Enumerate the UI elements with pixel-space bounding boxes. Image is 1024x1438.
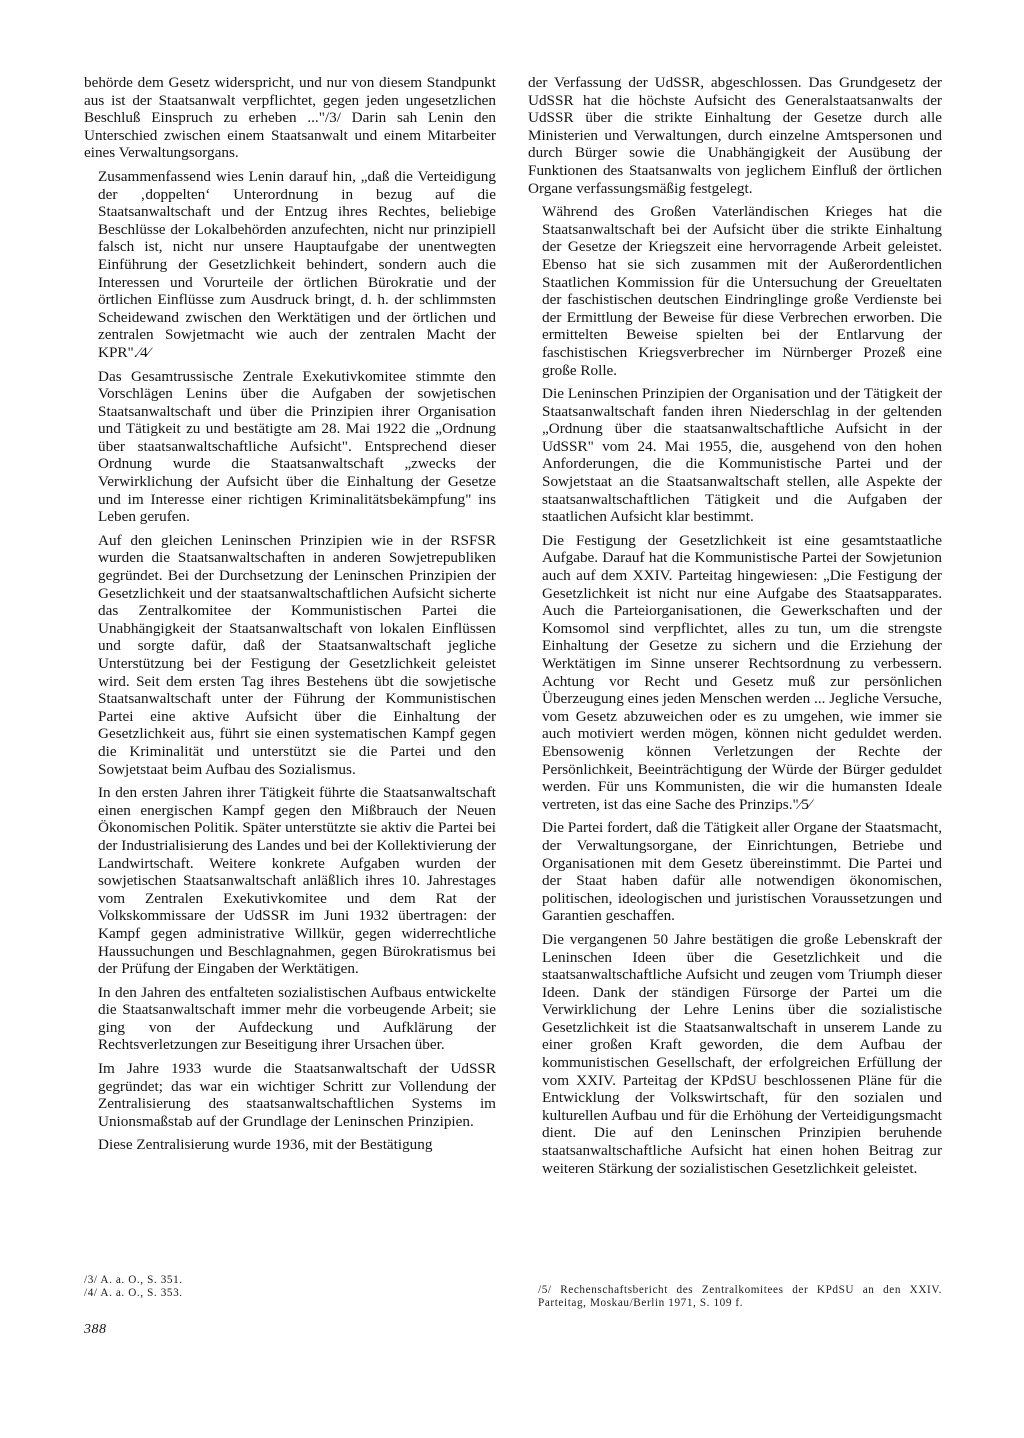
paragraph: Die vergangenen 50 Jahre bestätigen die große Lebenskraft der Leninschen Ideen über die Gesetzlichkeit und die staatsanwaltschaftliche Aufsicht und zeugen vom Triumph dieser Ideen. Dank der ständigen Fürsorge der Partei um die Verwirklichung der Lehre Lenins über die sozialistische Gesetzlichkeit ist die Staatsanwaltschaft in unserem Lande zu einer großen Kraft geworden, die dem Aufbau der kommunistischen Gesellschaft, der erfolgreichen Erfüllung der vom XXIV. Parteitag der KPdSU beschlossenen Pläne für die Entwicklung der Volkswirtschaft, für den sozialen und kulturellen Aufbau und für die Erhöhung der Verteidigungsmacht dient. Die auf den Leninschen Prinzipien beruhende staatsanwaltschaftliche Aufsicht hat einen hohen Beitrag zur weiteren Stärkung der sozialistischen Gesetzlichkeit geleistet. — [542, 930, 942, 1177]
paragraph: In den Jahren des entfalteten sozialistischen Aufbaus entwickelte die Staatsanwaltschaft immer mehr die vorbeugende Arbeit; sie ging von der Aufdeckung und Aufklärung der Rechtsverletzungen zur Beseitigung ihrer Ursachen über. — [98, 983, 496, 1054]
paragraph: der Verfassung der UdSSR, abgeschlossen. Das Grundgesetz der UdSSR hat die höchste Aufsicht des Generalstaatsanwalts der UdSSR über die strikte Einhaltung der Gesetze durch alle Ministerien und Verwaltungen, durch einzelne Amtspersonen und durch Bürger sowie die Unabhängigkeit der Ausübung der Funktionen des Staatsanwalts von jeglichem Einfluß der örtlichen Organe verfassungsmäßig festgelegt. — [528, 74, 942, 197]
paragraph: Die Leninschen Prinzipien der Organisation und der Tätigkeit der Staatsanwaltschaft fanden ihren Niederschlag in der geltenden „Ordnung über die staatsanwaltschaftliche Aufsicht in der UdSSR" vom 24. Mai 1955, die, ausgehend von den hohen Anforderungen, die die Kommunistische Partei und der Sowjetstaat an die Staatsanwaltschaft stellen, alle Aspekte der staatsanwaltschaftlichen Tätigkeit und die Aufgaben der staatlichen Aufsicht klar bestimmt. — [542, 385, 942, 526]
right-column — [528, 74, 942, 1183]
footnote: /4/ A. a. O., S. 353. — [84, 1287, 183, 1300]
footnote: /5/ Rechenschaftsbericht des Zentralkomitees der KPdSU an den XXIV. Parteitag, Moskau/Berlin 1971, S. 109 f. — [538, 1284, 942, 1310]
paragraph: Das Gesamtrussische Zentrale Exekutivkomitee stimmte den Vorschlägen Lenins über die Aufgaben der sowjetischen Staatsanwaltschaft und über die Prinzipien ihrer Organisation und Tätigkeit zu und bestätigte am 28. Mai 1922 die „Ordnung über staatsanwaltschaftliche Aufsicht". Entsprechend dieser Ordnung wurde die Staatsanwaltschaft „zwecks der Verwirklichung der Aufsicht über die Einhaltung der Gesetze und im Interesse einer richtigen Kriminalitätsbekämpfung" ins Leben gerufen. — [98, 367, 496, 526]
left-column — [84, 74, 496, 1160]
page-number: 388 — [84, 1322, 107, 1337]
footnotes-left — [84, 1274, 384, 1301]
footnote: /3/ A. a. O., S. 351. — [84, 1274, 183, 1286]
paragraph: Die Festigung der Gesetzlichkeit ist eine gesamtstaatliche Aufgabe. Darauf hat die Kommunistische Partei der Sowjetunion auch auf dem XXIV. Parteitag hingewiesen: „Die Festigung der Gesetzlichkeit ist nicht nur eine Aufgabe des Staatsapparates. Auch die Parteiorganisationen, die Gewerkschaften und der Komsomol sind verpflichtet, alles zu tun, um die strengste Einhaltung der Gesetze zu sichern und die Erziehung der Werktätigen im Sinne unserer Rechtsordnung zu verbessern. Achtung vor Recht und Gesetz muß zur persönlichen Überzeugung eines jeden Menschen werden ... Jegliche Versuche, vom Gesetz abzuweichen oder es zu umgehen, wie immer sie auch motiviert werden mögen, können nicht geduldet werden. Ebensowenig können Verletzungen der Rechte der Persönlichkeit, Beeinträchtigung der Würde der Bürger geduldet werden. Für uns Kommunisten, die wir die humansten Ideale vertreten, ist das eine Sache des Prinzips."⁄5⁄ — [542, 531, 942, 813]
paragraph: Im Jahre 1933 wurde die Staatsanwaltschaft der UdSSR gegründet; das war ein wichtiger Schritt zur Vollendung der Zentralisierung des staatsanwaltschaftlichen Systems im Unionsmaßstab auf der Grundlage der Leninschen Prinzipien. — [98, 1060, 496, 1130]
paragraph: behörde dem Gesetz widerspricht, und nur von diesem Standpunkt aus ist der Staatsanwalt verpflichtet, gegen jeden ungesetzlichen Beschluß Einspruch zu erheben ..."/3/ Darin sah Lenin den Unterschied zwischen einem Staatsanwalt und einem Mitarbeiter eines Verwaltungsorgans. — [84, 74, 496, 162]
footnotes-right — [538, 1284, 942, 1311]
paragraph: In den ersten Jahren ihrer Tätigkeit führte die Staatsanwaltschaft einen energischen Kampf gegen den Mißbrauch der Neuen Ökonomischen Politik. Später unterstützte sie aktiv die Partei bei der Industrialisierung des Landes und bei der Kollektivierung der Landwirtschaft. Weitere konkrete Aufgaben wurden der sowjetischen Staatsanwaltschaft anläßlich ihres 10. Jahrestages vom Zentralen Exekutivkomitee und dem Rat der Volkskommissare der UdSSR im Juni 1932 übertragen: der Kampf gegen administrative Willkür, gegen widerrechtliche Haussuchungen und Beschlagnahmen, gegen Bürokratismus bei der Prüfung der Eingaben der Werktätigen. — [98, 784, 496, 978]
paragraph: Zusammenfassend wies Lenin darauf hin, „daß die Verteidigung der ‚doppelten‘ Unterordnung in bezug auf die Staatsanwaltschaft und der Entzug ihres Rechtes, beliebige Beschlüsse der Lokalbehörden anzufechten, nicht nur prinzipiell falsch ist, nicht nur unsere Hauptaufgabe der unentwegten Einführung der Gesetzlichkeit behindert, sondern auch die Interessen und Vorurteile der örtlichen Bürokratie und der örtlichen Einflüsse zum Ausdruck bringt, d. h. der schlimmsten Scheidewand zwischen den Werktätigen und der örtlichen und zentralen Sowjetmacht wie auch der zentralen Macht der KPR".⁄4⁄ — [98, 167, 496, 361]
paragraph: Die Partei fordert, daß die Tätigkeit aller Organe der Staatsmacht, der Verwaltungsorgane, der Einrichtungen, Betriebe und Organisationen mit dem Gesetz übereinstimmt. Die Partei und der Staat haben dafür alle notwendigen ökonomischen, politischen, ideologischen und juristischen Voraussetzungen und Garantien geschaffen. — [542, 819, 942, 925]
paragraph: Diese Zentralisierung wurde 1936, mit der Bestätigung — [98, 1136, 433, 1154]
paragraph: Auf den gleichen Leninschen Prinzipien wie in der RSFSR wurden die Staatsanwaltschaften in anderen Sowjetrepubliken gegründet. Bei der Durchsetzung der Leninschen Prinzipien der Gesetzlichkeit und der staatsanwaltschaftlichen Aufsicht sicherte das Zentralkomitee der Kommunistischen Partei die Unabhängigkeit der Staatsanwaltschaft von lokalen Einflüssen und sorgte dafür, daß der Staatsanwaltschaft jegliche Unterstützung bei der Festigung der Gesetzlichkeit geleistet wird. Seit dem ersten Tag ihres Bestehens übt die sowjetische Staatsanwaltschaft unter der Führung der Kommunistischen Partei eine aktive Aufsicht über die Einhaltung der Gesetzlichkeit aus, führt sie einen systematischen Kampf gegen die Kriminalität und unterstützt sie die Partei und den Sowjetstaat beim Aufbau des Sozialismus. — [98, 531, 496, 778]
paragraph: Während des Großen Vaterländischen Krieges hat die Staatsanwaltschaft bei der Aufsicht über die strikte Einhaltung der Gesetze der Kriegszeit eine hervorragende Arbeit geleistet. Ebenso hat sie sich zusammen mit der Außerordentlichen Staatlichen Kommission für die Untersuchung der Greueltaten der faschistischen deutschen Eindringlinge große Verdienste bei der Ermittlung der Beweise für diese Verbrechen erworben. Die ermittelten Beweise spielten bei der Entlarvung der faschistischen Kriegsverbrecher im Nürnberger Prozeß eine große Rolle. — [542, 203, 942, 379]
